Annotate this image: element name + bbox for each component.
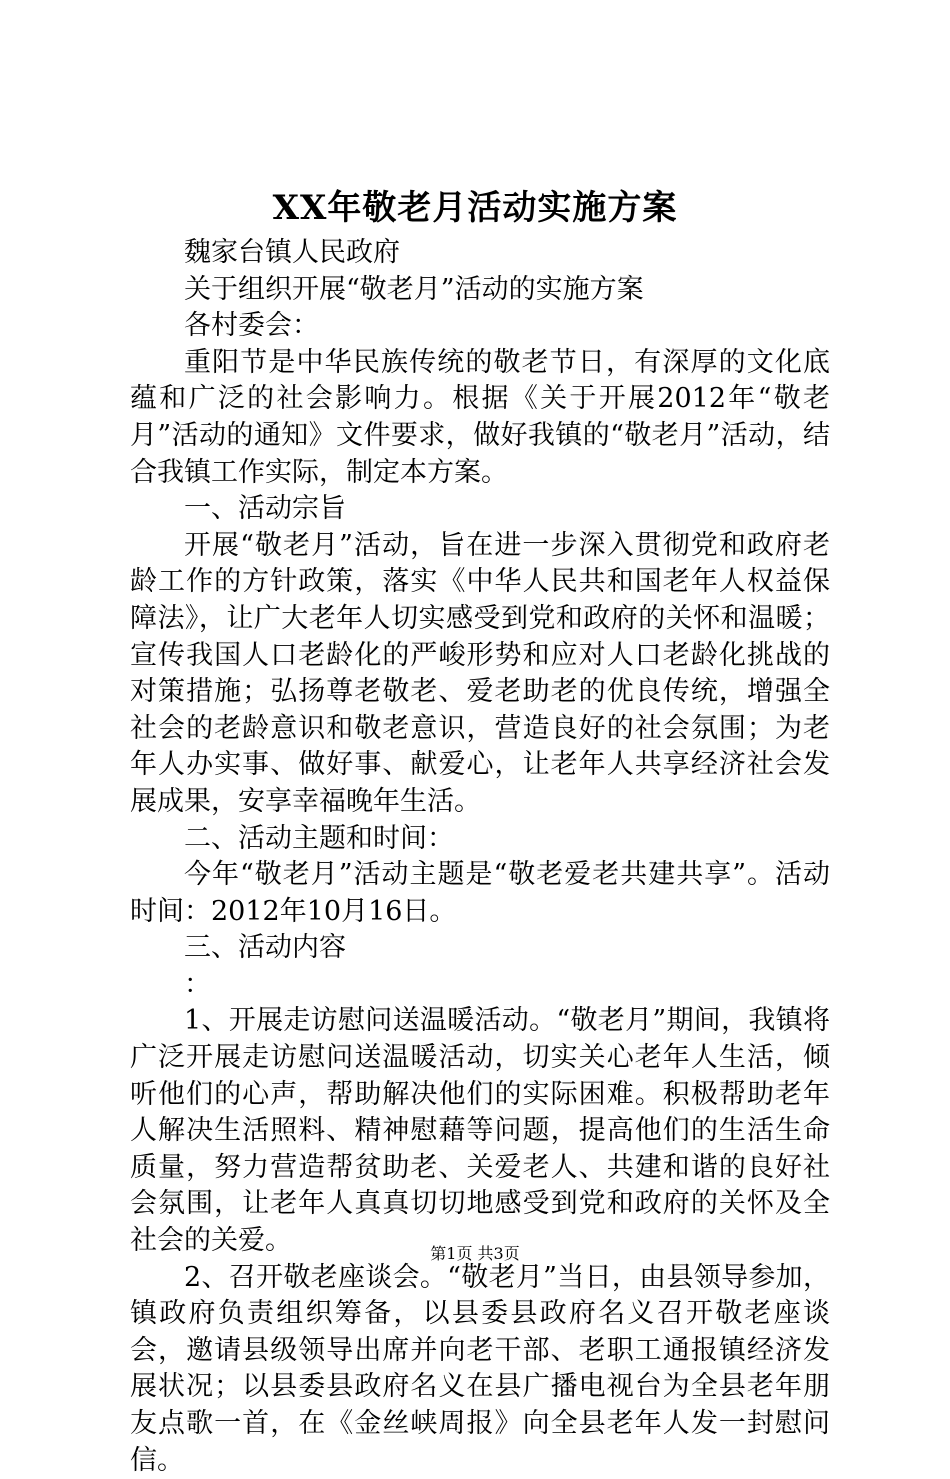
document-body bbox=[130, 235, 830, 1479]
paragraph-item-2: 2、召开敬老座谈会。“敬老月”当日，由县领导参加，镇政府负责组织筹备，以县委县政府名义召开敬老座谈会，邀请县级领导出席并向老干部、老职工通报镇经济发展状况；以县委县政府名义在县广播电视台为全县老年朋友点歌一首，在《金丝峡周报》向全县老年人发一封慰问信。 bbox=[130, 1261, 830, 1476]
paragraph-addressee: 各村委会： bbox=[184, 310, 319, 342]
paragraph-theme-time: 今年“敬老月”活动主题是“敬老爱老共建共享”。活动时间：2012年10月16日。 bbox=[130, 859, 830, 927]
paragraph-item-1: 1、开展走访慰问送温暖活动。“敬老月”期间，我镇将广泛开展走访慰问送温暖活动，切实关心老年人生活，倾听他们的心声，帮助解决他们的实际困难。积极帮助老年人解决生活照料、精神慰藉等问题，提高他们的生活生命质量，努力营造帮贫助老、关爱老人、共建和谐的良好社会氛围，让老年人真真切切地感受到党和政府的关怀及全社会的关爱。 bbox=[130, 1005, 830, 1257]
paragraph-issuer: 魏家台镇人民政府 bbox=[184, 237, 400, 268]
section-heading-content: 三、活动内容 bbox=[184, 932, 346, 964]
paragraph-subject: 关于组织开展“敬老月”活动的实施方案 bbox=[184, 273, 644, 305]
section-heading-purpose: 一、活动宗旨 bbox=[184, 493, 346, 525]
page-footer: 第1页 共3页 bbox=[430, 1244, 520, 1263]
paragraph-purpose: 开展“敬老月”活动，旨在进一步深入贯彻党和政府老龄工作的方针政策，落实《中华人民共和国老年人权益保障法》，让广大老年人切实感受到党和政府的关怀和温暖；宣传我国人口老龄化的严峻形势和应对人口老龄化挑战的对策措施；弘扬尊老敬老、爱老助老的优良传统，增强全社会的老龄意识和敬老意识，营造良好的社会氛围；为老年人办实事、做好事、献爱心，让老年人共享经济社会发展成果，安享幸福晚年生活。 bbox=[130, 529, 830, 817]
document-title: XX年敬老月活动实施方案 bbox=[272, 188, 678, 228]
section-heading-theme-time: 二、活动主题和时间： bbox=[184, 822, 454, 854]
paragraph-colon: ： bbox=[184, 968, 211, 1000]
paragraph-intro: 重阳节是中华民族传统的敬老节日，有深厚的文化底蕴和广泛的社会影响力。根据《关于开展2012年“敬老月”活动的通知》文件要求，做好我镇的“敬老月”活动，结合我镇工作实际，制定本方案。 bbox=[130, 346, 830, 488]
